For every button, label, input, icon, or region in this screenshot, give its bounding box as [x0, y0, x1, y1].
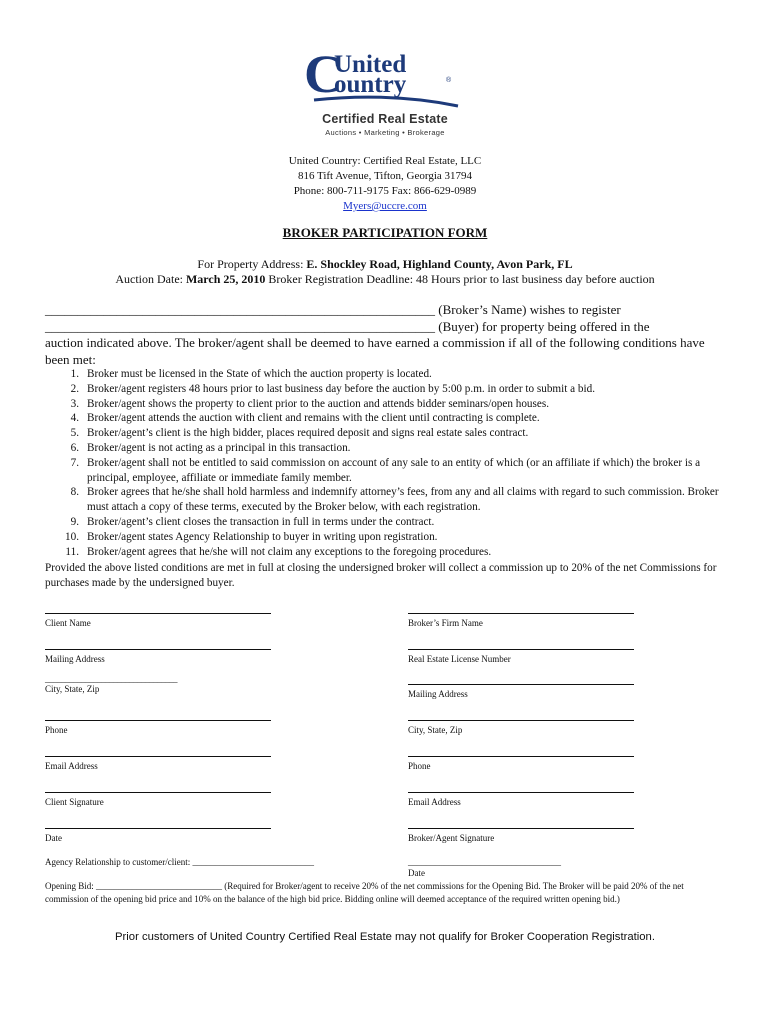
condition-item — [45, 367, 725, 382]
property-info — [0, 257, 770, 287]
field-label: Phone — [408, 761, 431, 771]
condition-item — [45, 426, 725, 441]
field-label: Client Name — [45, 618, 91, 628]
field-label: Mailing Address — [408, 689, 468, 699]
conditions-list — [45, 367, 725, 559]
company-email-link[interactable]: Myers@uccre.com — [343, 200, 427, 212]
field-label: Broker’s Firm Name — [408, 618, 483, 628]
field-line[interactable] — [408, 649, 634, 650]
opening-bid — [45, 880, 725, 905]
intro-paragraph — [45, 302, 725, 368]
property-address-label: For Property Address: — [197, 257, 307, 271]
agency-date-blank[interactable]: __________________________________ — [408, 857, 561, 867]
field-line[interactable] — [408, 684, 634, 685]
field-label: Real Estate License Number — [408, 654, 511, 664]
condition-text: Broker agrees that he/she shall hold harmless and indemnify attorney’s fees, from any and all claims with regard to such commission. Broker must attach a copy of these terms, executed by the Broker below, with each registration. — [87, 486, 719, 514]
field-label: Mailing Address — [45, 654, 105, 664]
logo-registered-mark: ® — [446, 77, 452, 84]
condition-number: 10. — [65, 530, 79, 543]
condition-number: 11. — [65, 545, 79, 558]
field-underscore-line[interactable]: _________________________________ — [45, 674, 177, 684]
field-label: Client Signature — [45, 797, 104, 807]
buyer-name-text: (Buyer) for property being offered in the — [435, 318, 650, 334]
field-line[interactable] — [408, 792, 634, 793]
broker-name-blank[interactable]: ____________________________________________________________ — [45, 302, 435, 317]
field-label: Phone — [45, 725, 68, 735]
condition-text: Broker/agent registers 48 hours prior to last business day before the auction by 5:00 p.m. in order to submit a bid. — [87, 382, 595, 395]
agency-relationship-row — [45, 857, 314, 867]
condition-text: Broker/agent attends the auction with client and remains with the client until contracting is complete. — [87, 412, 540, 425]
field-label: City, State, Zip — [45, 684, 100, 694]
field-line[interactable] — [45, 649, 271, 650]
condition-text: Broker/agent states Agency Relationship to buyer in writing upon registration. — [87, 530, 438, 543]
signature-field[interactable] — [45, 792, 271, 807]
condition-number: 6. — [70, 441, 79, 454]
broker-name-text: (Broker’s Name) wishes to register — [435, 302, 621, 317]
condition-text: Broker/agent agrees that he/she will not claim any exceptions to the foregoing procedures. — [87, 545, 492, 558]
logo-subtagline: Auctions • Marketing • Brokerage — [325, 128, 445, 137]
condition-number: 9. — [70, 515, 79, 528]
united-country-logo — [300, 48, 480, 140]
signature-field[interactable] — [45, 828, 271, 843]
field-line[interactable] — [408, 756, 634, 757]
field-label: City, State, Zip — [408, 725, 463, 735]
buyer-name-blank[interactable]: ____________________________________________________________ — [45, 318, 435, 334]
logo-line1: United — [334, 51, 407, 78]
company-phone: Phone: 800-711-9175 Fax: 866-629-0989 — [293, 185, 477, 197]
logo-line2: ountry — [334, 71, 407, 98]
condition-number: 4. — [70, 412, 79, 425]
field-label: Date — [45, 833, 62, 843]
provided-paragraph: Provided the above listed conditions are met in full at closing the undersigned broker will collect a commission up to 20% of the net Commissions for purchases made by the undersigned buyer. — [45, 562, 717, 589]
field-line[interactable] — [408, 720, 634, 721]
field-label: Broker/Agent Signature — [408, 833, 495, 843]
opening-bid-blank[interactable]: ____________________________ — [96, 881, 222, 891]
prior-customers-note: Prior customers of United Country Certified Real Estate may not qualify for Broker Cooperation Registration. — [115, 931, 655, 943]
opening-bid-text: (Required for Broker/agent to receive 20% of the net commissions for the Opening Bid. The Broker will be paid 20% of the net commission of the opening bid price and 10% on the balance of the high bid price. Bidding online will deemed acceptance of the required written opening bid.) — [45, 881, 684, 904]
signature-field[interactable] — [408, 792, 634, 807]
signature-field[interactable] — [408, 649, 634, 664]
condition-item — [45, 411, 725, 426]
field-line[interactable] — [45, 792, 271, 793]
signature-field[interactable] — [45, 674, 177, 694]
condition-number: 2. — [70, 382, 79, 395]
logo-tagline: Certified Real Estate — [322, 112, 448, 126]
condition-item — [45, 530, 725, 545]
condition-number: 5. — [70, 427, 79, 440]
signature-field[interactable] — [408, 613, 634, 628]
signature-field[interactable] — [408, 720, 634, 735]
form-title: BROKER PARTICIPATION FORM — [282, 225, 488, 240]
agency-date-field — [408, 857, 561, 878]
condition-number: 1. — [70, 368, 79, 380]
field-label: Email Address — [45, 761, 98, 771]
condition-text: Broker/agent shall not be entitled to said commission on account of any sale to an entity of which (or an affiliate if which) the broker is a principal, employee, affiliate or immediate family member. — [87, 456, 701, 484]
signature-field[interactable] — [45, 756, 271, 771]
condition-text: Broker/agent’s client is the high bidder, places required deposit and signs real estate sales contract. — [87, 427, 529, 440]
field-line[interactable] — [45, 828, 271, 829]
company-name: United Country: Certified Real Estate, LLC — [288, 155, 482, 167]
condition-item — [45, 397, 725, 412]
signature-field[interactable] — [45, 649, 271, 664]
opening-bid-label: Opening Bid: — [45, 881, 96, 891]
agency-blank[interactable]: ___________________________ — [192, 857, 314, 867]
company-info — [0, 154, 770, 214]
field-line[interactable] — [45, 720, 271, 721]
logo-wordmark-icon — [300, 48, 480, 110]
condition-number: 7. — [70, 456, 79, 469]
signature-field[interactable] — [408, 828, 634, 843]
signature-field[interactable] — [408, 756, 634, 771]
field-line[interactable] — [408, 828, 634, 829]
condition-text: Broker/agent shows the property to client prior to the auction and attends bidder seminars/open houses. — [87, 397, 549, 410]
company-address: 816 Tift Avenue, Tifton, Georgia 31794 — [297, 170, 473, 182]
intro-body: auction indicated above. The broker/agent shall be deemed to have earned a commission if all of the following conditions have been met: — [45, 335, 705, 367]
condition-text: Broker must be licensed in the State of which the auction property is located. — [87, 368, 432, 380]
condition-item — [45, 515, 725, 530]
condition-number: 8. — [70, 486, 79, 499]
field-line[interactable] — [45, 756, 271, 757]
condition-text: Broker/agent’s client closes the transaction in full in terms under the contract. — [87, 515, 435, 528]
logo-cap-letter: C — [304, 48, 343, 104]
signature-field[interactable] — [45, 613, 271, 628]
auction-date-label: Auction Date: — [115, 272, 186, 286]
signature-field[interactable] — [45, 720, 271, 735]
field-line[interactable] — [408, 613, 634, 614]
condition-number: 3. — [70, 397, 79, 410]
field-line[interactable] — [45, 613, 271, 614]
agency-label: Agency Relationship to customer/client: — [45, 857, 193, 867]
agency-date-label: Date — [408, 868, 425, 878]
condition-item — [45, 456, 725, 486]
condition-text: Broker/agent is not acting as a principal in this transaction. — [87, 441, 351, 454]
condition-item — [45, 382, 725, 397]
condition-item — [45, 545, 725, 560]
signature-field[interactable] — [408, 684, 634, 699]
field-label: Email Address — [408, 797, 461, 807]
condition-item — [45, 485, 725, 515]
property-address-value: E. Shockley Road, Highland County, Avon Park, FL — [306, 257, 573, 271]
registration-deadline: Broker Registration Deadline: 48 Hours prior to last business day before auction — [265, 272, 655, 286]
condition-item — [45, 441, 725, 456]
auction-date-value: March 25, 2010 — [185, 272, 266, 286]
